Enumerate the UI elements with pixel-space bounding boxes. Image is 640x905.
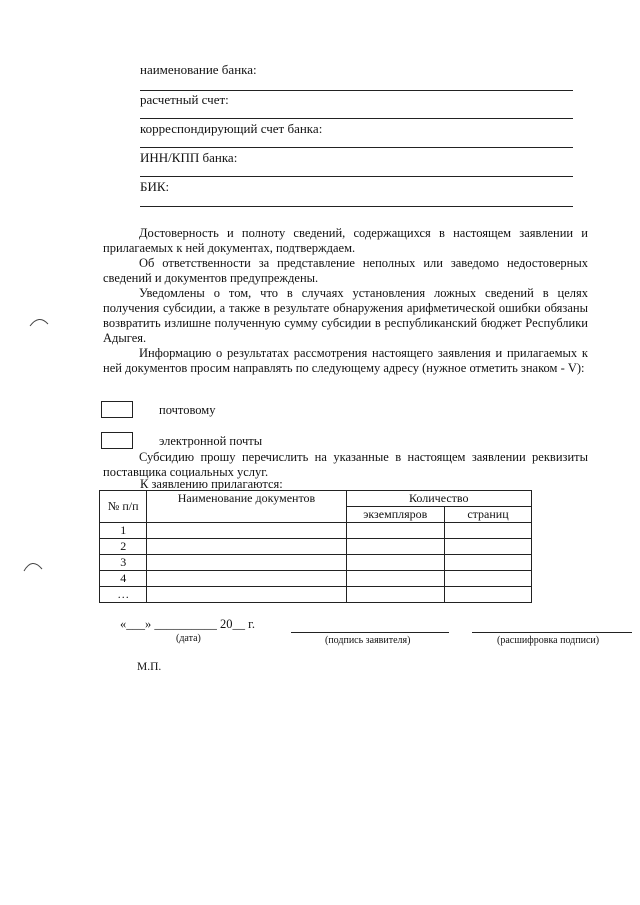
row-pages[interactable] [445,587,532,603]
bik-line [140,206,573,207]
row-pages[interactable] [445,571,532,587]
row-copies[interactable] [346,555,445,571]
row-number: 4 [100,571,147,587]
header-copies: экземпляров [346,507,445,523]
table-row [100,587,532,603]
email-checkbox[interactable] [101,432,133,449]
header-pages: страниц [445,507,532,523]
table-header-row [100,491,532,507]
postal-checkbox[interactable] [101,401,133,418]
row-pages[interactable] [445,539,532,555]
row-copies[interactable] [346,571,445,587]
row-doc-name[interactable] [147,523,346,539]
row-pages[interactable] [445,523,532,539]
signature-line [291,632,449,633]
punch-hole-mark [28,314,50,328]
corr-account-line [140,147,573,148]
bank-name-line [140,90,573,91]
date-caption: (дата) [176,633,201,644]
row-doc-name[interactable] [147,555,346,571]
account-line [140,118,573,119]
signer-caption: (подпись заявителя) [325,635,411,646]
row-doc-name[interactable] [147,571,346,587]
row-number: 3 [100,555,147,571]
bank-name-label: наименование банка: [140,62,257,77]
stamp-mark: М.П. [137,661,162,673]
attachments-label: К заявлению прилагаются: [140,477,283,491]
paragraph-transfer: Субсидию прошу перечислить на указанные в настоящем заявлении реквизиты поставщика социальных услуг. [103,450,588,479]
header-doc-name: Наименование документов [147,491,346,523]
row-pages[interactable] [445,555,532,571]
punch-hole-mark [22,557,44,573]
row-number: … [100,587,147,603]
row-number: 1 [100,523,147,539]
table-row [100,555,532,571]
attachments-table [99,490,532,603]
paragraph-accuracy: Достоверность и полноту сведений, содержащихся в настоящем заявлении и прилагаемых к ней документах, подтверждаем. [103,226,588,255]
date-field: «___» __________ 20__ г. [120,617,255,631]
row-doc-name[interactable] [147,587,346,603]
header-quantity: Количество [346,491,532,507]
header-number: № п/п [100,491,147,523]
row-copies[interactable] [346,539,445,555]
bik-label: БИК: [140,179,170,194]
table-row [100,523,532,539]
table-row [100,571,532,587]
email-label: электронной почты [159,434,263,448]
decode-line [472,632,632,633]
inn-kpp-label: ИНН/КПП банка: [140,150,238,165]
table-row [100,539,532,555]
postal-label: почтовому [159,403,216,417]
row-copies[interactable] [346,587,445,603]
corr-account-label: корреспондирующий счет банка: [140,121,323,136]
inn-kpp-line [140,176,573,177]
paragraph-address: Информацию о результатах рассмотрения настоящего заявления и прилагаемых к ней документов просим направлять по следующему адресу (нужное отметить знаком - V): [103,346,588,375]
decode-caption: (расшифровка подписи) [497,635,600,646]
paragraph-responsibility: Об ответственности за представление неполных или заведомо недостоверных сведений и документов предупреждены. [103,256,588,285]
account-label: расчетный счет: [140,92,229,107]
row-doc-name[interactable] [147,539,346,555]
row-copies[interactable] [346,523,445,539]
row-number: 2 [100,539,147,555]
paragraph-notified: Уведомлены о том, что в случаях установления ложных сведений в целях получения субсидии, а также в результате обнаружения арифметической ошибки обязаны возвратить излишне полученную сумму субсидии в республиканский бюджет Республики Адыгея. [103,286,588,345]
